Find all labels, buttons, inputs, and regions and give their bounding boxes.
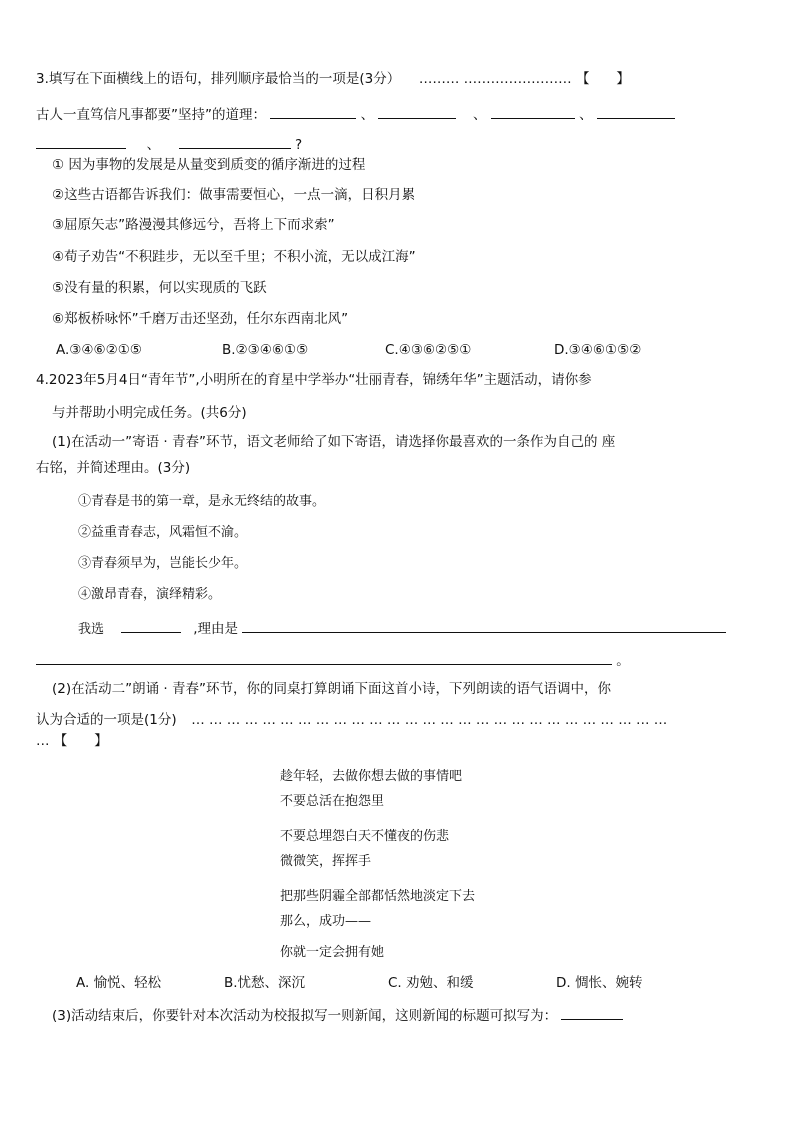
q3-blank-4[interactable] <box>597 104 675 119</box>
poem-line: 把那些阴霾全部都恬然地淡定下去 <box>280 889 476 904</box>
poem-line: 你就一定会拥有她 <box>280 945 385 960</box>
q4-reason-blank-2[interactable] <box>36 650 612 665</box>
q3-question-mark: ? <box>294 137 303 153</box>
q4-part3-line <box>52 1005 623 1025</box>
q4-part2-dots: … … … … … … … … … … … … … … … … … … … … … … … … … … … <box>191 712 668 728</box>
q4-part1-line-1: (1)在活动一”寄语 · 青春”环节，语文老师给了如下寄语，请选择你最喜欢的一条作为自己的 座 <box>52 434 616 450</box>
q4-choice-blank[interactable] <box>121 618 181 633</box>
poem-line: 趁年轻，去做你想去做的事情吧 <box>280 769 463 784</box>
q3-stem-line <box>36 70 630 88</box>
q4-headline-blank[interactable] <box>561 1005 623 1020</box>
q4-reason-line-2 <box>36 650 630 670</box>
q4-reason-blank[interactable] <box>242 618 726 633</box>
q3-intro: 古人一直笃信凡事都要”坚持”的道理： <box>36 107 266 123</box>
q3-separator: 、 <box>472 107 487 123</box>
q3-option-d[interactable]: D.③④⑥①⑤② <box>554 342 642 358</box>
q4-stem-line-1: 4.2023年5月4日“青年节”,小明所在的育星中学举办“壮丽青春，锦绣年华”主题活动，请你参 <box>36 372 592 388</box>
q4-part2-dots-end: … <box>36 733 50 749</box>
q4-end-mark: 。 <box>616 653 630 669</box>
q4-motto: ④激昂青春，演绎精彩。 <box>78 587 222 602</box>
q3-blank-3[interactable] <box>491 104 575 119</box>
q4-reason-label: ,理由是 <box>193 621 238 637</box>
q3-separator: 、 <box>360 107 375 123</box>
q4-option-c[interactable]: C. 劝勉、和缓 <box>388 975 474 991</box>
poem-line: 微微笑，挥挥手 <box>280 854 372 869</box>
q3-blank-1[interactable] <box>270 104 356 119</box>
q4-motto: ①青春是书的第一章，是永无终结的故事。 <box>78 494 326 509</box>
q4-motto: ②益重青春志，风霜恒不渝。 <box>78 525 248 540</box>
q3-blank-6[interactable] <box>179 134 291 149</box>
poem-line: 那么，成功—— <box>280 914 372 929</box>
q4-part2-line-2 <box>36 711 667 729</box>
q3-dots: ……… …………………… <box>418 71 572 87</box>
q3-option-b[interactable]: B.②③④⑥①⑤ <box>222 342 309 358</box>
q3-blank-2[interactable] <box>378 104 456 119</box>
poem-line: 不要总活在抱怨里 <box>280 794 385 809</box>
q4-motto: ③青春须早为，岂能长少年。 <box>78 556 248 571</box>
q4-part2-text: 认为合适的一项是(1分) <box>36 712 177 728</box>
q3-item: ④荀子劝告“不积跬步，无以至千里；不积小流，无以成江海” <box>52 249 416 265</box>
q3-option-a[interactable]: A.③④⑥②①⑤ <box>56 342 142 358</box>
q3-item: ②这些古语都告诉我们：做事需要恒心，一点一滴，日积月累 <box>52 187 416 203</box>
q3-item: ⑥郑板桥咏怀”千磨万击还坚劲，任尔东西南北风” <box>52 311 349 327</box>
q4-part1-line-2: 右铭，并简述理由。(3分) <box>36 460 191 476</box>
q4-option-a[interactable]: A. 愉悦、轻松 <box>76 975 162 991</box>
q4-part2-line-3 <box>36 732 108 750</box>
q3-answer-bracket[interactable]: 【 】 <box>575 71 630 87</box>
q4-option-b[interactable]: B.忧愁、深沉 <box>224 975 306 991</box>
q4-stem-line-2: 与并帮助小明完成任务。(共6分) <box>52 405 247 421</box>
q3-blank-line-2 <box>36 134 302 154</box>
q3-stem: 3.填写在下面横线上的语句，排列顺序最恰当的一项是(3分） <box>36 71 401 87</box>
q3-separator: 、 <box>146 137 161 153</box>
poem-line: 不要总埋怨白天不懂夜的伤悲 <box>280 829 450 844</box>
q4-part3-text: (3)活动结束后，你要针对本次活动为校报拟写一则新闻，这则新闻的标题可拟写为： <box>52 1008 558 1024</box>
q4-option-d[interactable]: D. 惆怅、婉转 <box>556 975 643 991</box>
q3-item: ③屈原矢志”路漫漫其修远兮，吾将上下而求索” <box>52 217 335 233</box>
q3-item: ① 因为事物的发展是从量变到质变的循序渐进的过程 <box>52 157 366 173</box>
q3-blank-5[interactable] <box>36 134 126 149</box>
q4-choice-line <box>78 618 726 639</box>
q4-part2-answer-bracket[interactable]: 【 】 <box>53 733 108 749</box>
q3-intro-line <box>36 104 675 124</box>
q4-part2-line-1: (2)在活动二”朗诵 · 青春”环节，你的同桌打算朗诵下面这首小诗，下列朗读的语气语调中，你 <box>52 681 611 697</box>
q3-separator: 、 <box>579 107 593 123</box>
q3-item: ⑤没有量的积累，何以实现质的飞跃 <box>52 280 267 296</box>
q3-option-c[interactable]: C.④③⑥②⑤① <box>385 342 472 358</box>
q4-choose-label: 我选 <box>78 622 105 637</box>
